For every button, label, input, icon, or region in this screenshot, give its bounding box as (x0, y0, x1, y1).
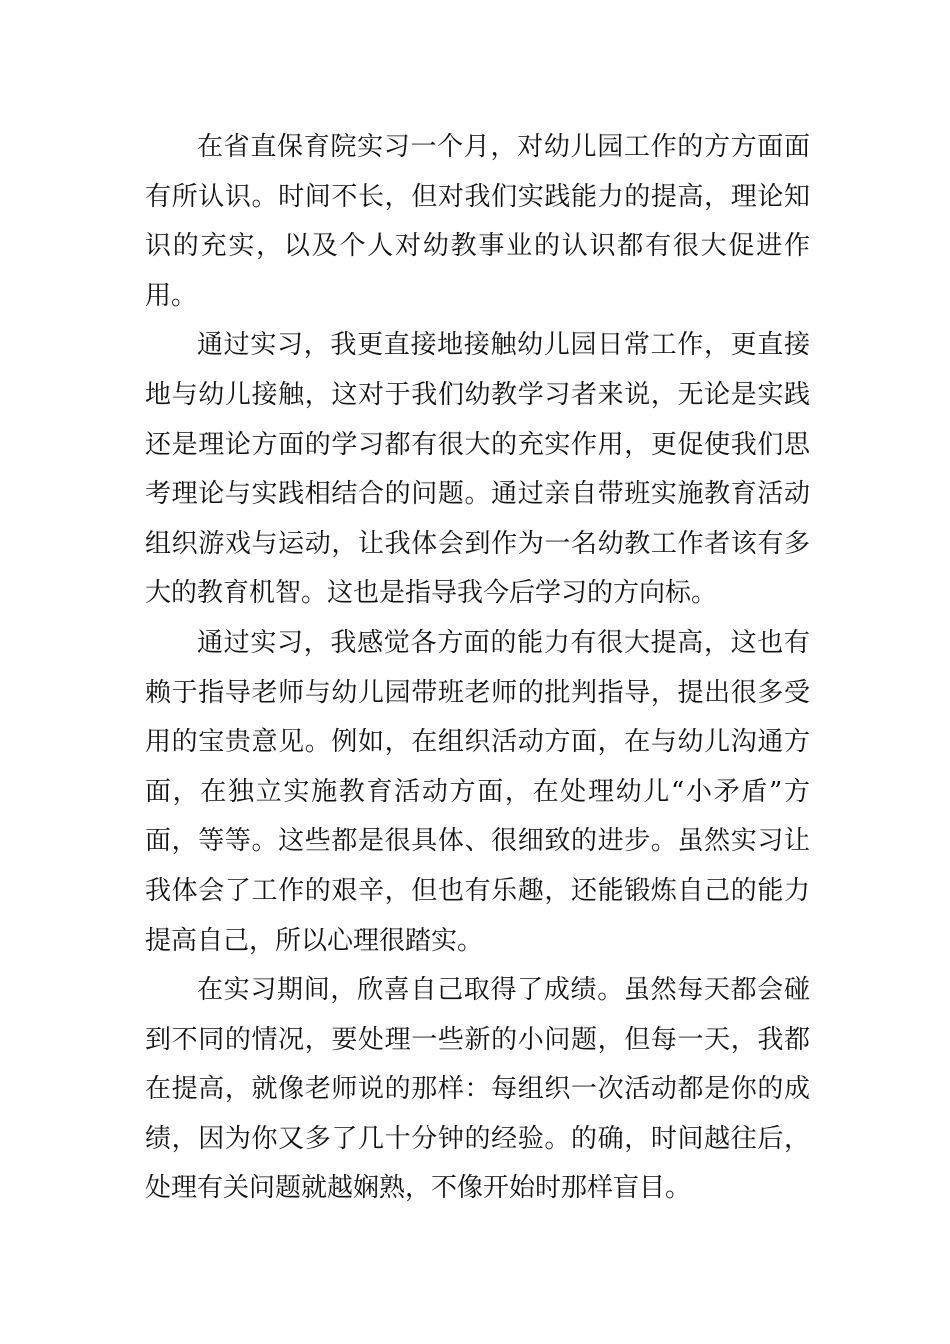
paragraph-2: 通过实习，我更直接地接触幼儿园日常工作，更直接地与幼儿接触，这对于我们幼教学习者来说，无论是实践还是理论方面的学习都有很大的充实作用，更促使我们思考理论与实践相结合的问题。通过亲自带班实施教育活动组织游戏与运动，让我体会到作为一名幼教工作者该有多大的教育机智。这也是指导我今后学习的方向标。 (145, 330, 810, 609)
paragraph-4: 在实习期间，欣喜自己取得了成绩。虽然每天都会碰到不同的情况，要处理一些新的小问题，但每一天，我都在提高，就像老师说的那样：每组织一次活动都是你的成绩，因为你又多了几十分钟的经验。的确，时间越往后，处理有关问题就越娴熟，不像开始时那样盲目。 (145, 975, 810, 1204)
paragraph-3: 通过实习，我感觉各方面的能力有很大提高，这也有赖于指导老师与幼儿园带班老师的批判指导，提出很多受用的宝贵意见。例如，在组织活动方面，在与幼儿沟通方面，在独立实施教育活动方面，在处理幼儿“小矛盾”方面，等等。这些都是很具体、很细致的进步。虽然实习让我体会了工作的艰辛，但也有乐趣，还能锻炼自己的能力提高自己，所以心理很踏实。 (145, 627, 810, 956)
paragraph-1: 在省直保育院实习一个月，对幼儿园工作的方方面面有所认识。时间不长，但对我们实践能力的提高，理论知识的充实，以及个人对幼教事业的认识都有很大促进作用。 (145, 132, 810, 311)
document-body (145, 123, 810, 1214)
